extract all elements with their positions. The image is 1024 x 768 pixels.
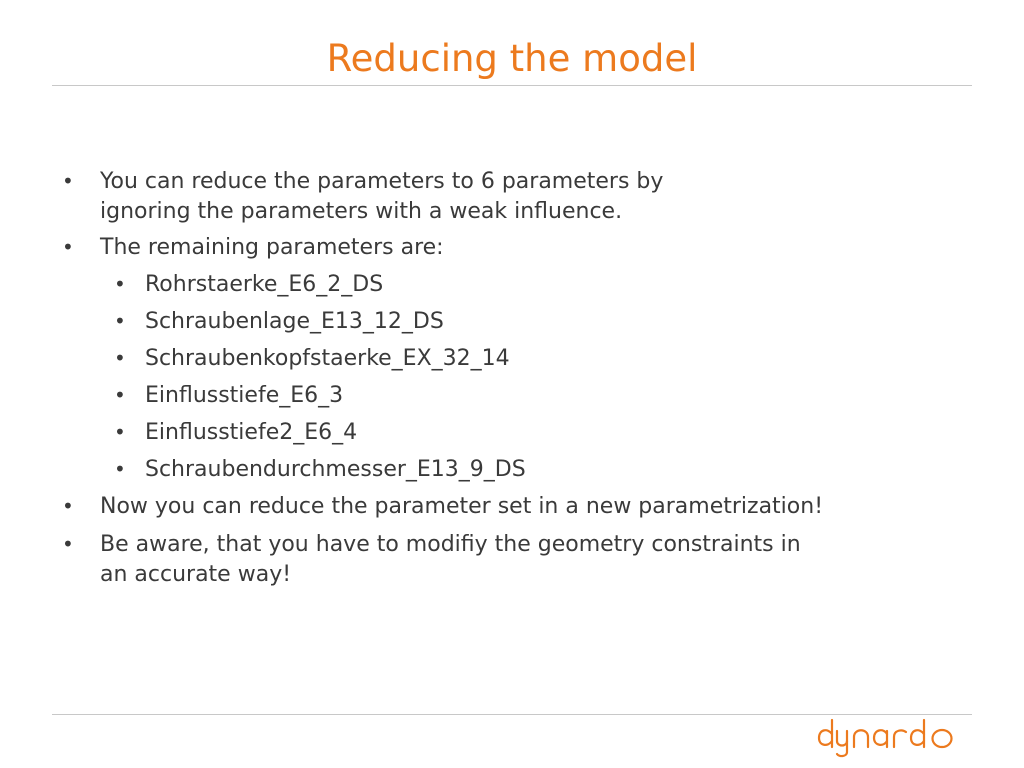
parameter-item: Schraubenkopfstaerke_EX_32_14 xyxy=(145,346,510,371)
bullet-marker: • xyxy=(62,532,74,556)
bullet-4-line-1: Be aware, that you have to modifiy the geometry constraints in xyxy=(100,532,801,557)
sub-bullet-marker: • xyxy=(114,383,126,407)
sub-bullet-marker: • xyxy=(114,457,126,481)
sub-bullet-marker: • xyxy=(114,346,126,370)
bullet-2-line-1: The remaining parameters are: xyxy=(100,235,444,260)
parameter-item: Einflusstiefe_E6_3 xyxy=(145,383,344,408)
parameter-item: Schraubendurchmesser_E13_9_DS xyxy=(145,457,526,482)
sub-bullet-marker: • xyxy=(114,309,126,333)
bullet-marker: • xyxy=(62,169,74,193)
sub-bullet-marker: • xyxy=(114,420,126,444)
parameter-item: Rohrstaerke_E6_2_DS xyxy=(145,272,384,297)
parameter-item: Einflusstiefe2_E6_4 xyxy=(145,420,358,445)
bullet-marker: • xyxy=(62,235,74,259)
slide-title: Reducing the model xyxy=(326,37,698,80)
dynardo-logo xyxy=(814,712,974,760)
bullet-1-line-2: ignoring the parameters with a weak influence. xyxy=(100,199,623,224)
bullet-4-line-2: an accurate way! xyxy=(100,562,292,587)
bullet-marker: • xyxy=(62,494,74,518)
bullet-1-line-1: You can reduce the parameters to 6 parameters by xyxy=(100,169,664,194)
sub-bullet-marker: • xyxy=(114,272,126,296)
bullet-3-line-1: Now you can reduce the parameter set in a new parametrization! xyxy=(100,494,824,519)
parameter-item: Schraubenlage_E13_12_DS xyxy=(145,309,444,334)
